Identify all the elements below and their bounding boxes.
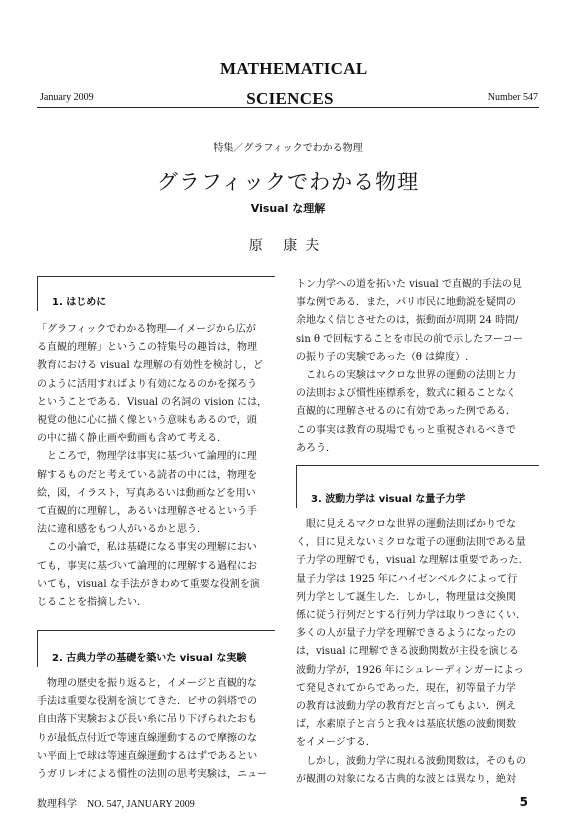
text-line: りが最低点付近で等速直線運動するので摩擦のな: [37, 732, 257, 744]
journal-title-line1: MATHEMATICAL: [220, 59, 368, 78]
text-line: の中に描く静止画や動画も含めて考える．: [37, 433, 227, 445]
text-line: 列力学として誕生した．しかし，物理量は交換関: [296, 591, 516, 603]
feature-label: 特集／グラフィックでわかる物理: [213, 143, 363, 154]
text-line: しかし，波動力学に現れる波動関数は，そのもの: [296, 755, 526, 767]
right-column-body: [296, 276, 540, 458]
text-line: ば，水素原子と言うと我々は基底状態の波動関数: [296, 719, 516, 731]
text-line: この小論で，私は基礎になる事実の理解におい: [37, 542, 257, 554]
section-1-body: [37, 321, 277, 612]
text-line: ても，事実に基づいて論理的に理解する過程にお: [37, 560, 257, 572]
text-line: て発見されてからであった．現在，初等量子力学: [296, 682, 516, 694]
text-line: ところで，物理学は事実に基づいて論理的に理: [37, 451, 257, 463]
journal-title: [220, 54, 368, 114]
text-line: 直観的に理解させるのに有効であった例である．: [296, 406, 516, 418]
section-heading-3-text: 3. 波動力学は visual な量子力学: [311, 494, 466, 505]
article-title: グラフィックでわかる物理: [156, 170, 420, 194]
text-line: が観測の対象になる古典的な波とは異なり，絶対: [296, 773, 516, 785]
text-line: 「グラフィックでわかる物理―イメージから広が: [37, 324, 256, 335]
text-line: これらの実験はマクロな世界の運動の法則と力: [296, 370, 516, 382]
text-line: 手法は重要な役割を演じてきた．ピサの斜塔での: [37, 696, 257, 708]
text-line: の教育は波動力学の教育だと言ってもよい．例え: [296, 701, 516, 713]
text-line: 絵，図，イラスト，写真あるいは動画などを用い: [37, 487, 256, 499]
text-line: 多くの人が量子力学を理解できるようになったの: [296, 628, 516, 640]
text-line: うガリレオによる慣性の法則の思考実験は，ニュー: [37, 769, 267, 781]
section-heading-2-text: 2. 古典力学の基礎を築いた visual な実験: [52, 653, 247, 664]
text-line: じることを指摘したい．: [37, 597, 147, 609]
text-line: て直観的に理解し，あるいは理解させるという手: [37, 506, 257, 518]
text-line: をイメージする．: [296, 737, 376, 749]
text-line: の法則および慣性座標系を，数式に頼ることなく: [296, 388, 516, 400]
text-line: の振り子の実験であった（θ は緯度）.: [296, 351, 469, 363]
article-author: 原 康夫: [248, 238, 328, 254]
issue-number: Number 547: [487, 92, 538, 103]
header-rule: [37, 107, 539, 108]
text-line: 波動力学が，1926 年にシュレーディンガーによっ: [296, 664, 524, 676]
footer-journal: 数理科学 NO. 547, JANUARY 2009: [37, 799, 195, 810]
text-line: 子力学の理解でも，visual な理解は重要であった．: [296, 555, 529, 567]
section-heading-3: [296, 465, 539, 508]
text-line: 法に違和感をもつ人がいるかと思う．: [37, 524, 207, 536]
article-subtitle: Visual な理解: [250, 202, 326, 215]
text-line: いても，visual な手法がきわめて重要な役割を演: [37, 578, 260, 590]
text-line: 係に従う行列だとする行列力学は取りつきにくい．: [296, 610, 526, 622]
text-line: のように活用すればより有効になるのかを探ろう: [37, 378, 257, 390]
text-line: 眼に見えるマクロな世界の運動法則ばかりでな: [296, 519, 516, 530]
page-number: 5: [519, 795, 528, 809]
text-line: 物理の歴史を振り返ると，イメージと直観的な: [37, 678, 257, 689]
text-line: 余地なく信じさせたのは，振動面が周期 24 時間/: [296, 315, 519, 327]
text-line: る直観的理解」というこの特集号の趣旨は，物理: [37, 342, 257, 354]
section-2-body: [37, 675, 277, 784]
text-line: 量子力学は 1925 年にハイゼンベルクによって行: [296, 573, 518, 585]
section-heading-1-text: 1. はじめに: [52, 297, 107, 308]
text-line: トン力学への道を拓いた visual で直観的手法の見: [296, 279, 522, 290]
section-heading-2: [37, 630, 275, 667]
text-line: この事実は教育の現場でもっと重視されるべきで: [296, 424, 516, 436]
text-line: い平面上で球は等速直線運動するはずであるとい: [37, 750, 258, 762]
text-line: sin θ で回転することを市民の前で示したフーコー: [296, 333, 523, 345]
journal-title-line2: SCIENCES: [246, 89, 334, 108]
section-heading-1: [37, 276, 275, 311]
text-line: く，目に見えないミクロな電子の運動法則である量: [296, 537, 526, 549]
text-line: 視覚の他に心に描く像という意味もあるので，頭: [37, 415, 257, 427]
section-3-body: [296, 516, 540, 789]
text-line: 解するものだと考えている読者の中には，物理を: [37, 469, 257, 481]
issue-date: January 2009: [40, 92, 94, 103]
text-line: あろう．: [296, 442, 336, 454]
text-line: は，visual に理解できる波動関数が主役を演じる: [296, 646, 519, 658]
text-line: 教育における visual な理解の有効性を検討し，ど: [37, 360, 263, 372]
text-line: 自由落下実験および長い糸に吊り下げられたおも: [37, 714, 257, 726]
text-line: 事な例である．また，パリ市民に地動説を疑問の: [296, 297, 516, 309]
text-line: ということである．Visual の名詞の vision には，: [37, 396, 268, 408]
